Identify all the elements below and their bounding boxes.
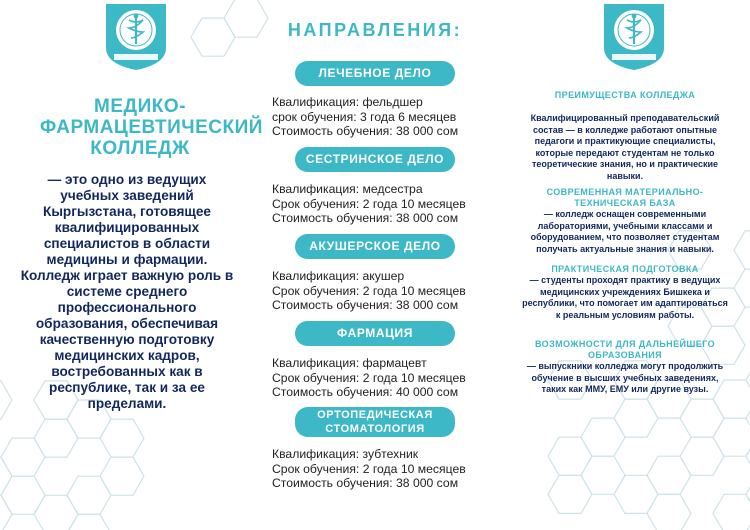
qualification-text: Квалификация: медсестра (272, 182, 423, 196)
cost-text: Стоимость обучения: 38 000 сом (272, 298, 459, 312)
duration-text: срок обучения: 3 года 6 месяцев (272, 109, 457, 124)
advantage-staff (520, 113, 730, 182)
advantage-text: — студенты проходят практику в ведущих медицинских учреждениях Бишкека и республики, что помогает им адаптироваться к реальным условиям работы. (522, 275, 728, 320)
cost-text: Стоимость обучения: 38 000 сом (272, 124, 459, 138)
advantage-title-line: ОБРАЗОВАНИЯ (587, 350, 663, 360)
advantage-title-line: ВОЗМОЖНОСТИ ДЛЯ ДАЛЬНЕЙШЕГО (535, 339, 715, 349)
duration-text: Срок обучения: 2 года 10 месяцев (272, 196, 466, 211)
college-title (40, 96, 263, 159)
advantage-title (520, 187, 730, 209)
advantages-heading-block (520, 90, 730, 101)
direction-info (272, 269, 492, 313)
direction-pill-orthopedic-dentistry (295, 407, 455, 437)
title-line: ФАРМАЦЕВТИЧЕСКИЙ (40, 117, 263, 138)
qualification-text: Квалификация: фельдшер (272, 95, 423, 109)
advantage-further-education (520, 339, 730, 396)
direction-name: ЛЕЧЕБНОЕ ДЕЛО (318, 66, 432, 80)
duration-text: Срок обучения: 2 года 10 месяцев (272, 283, 466, 298)
college-logo (598, 0, 670, 72)
direction-name: ФАРМАЦИЯ (337, 326, 413, 340)
advantage-text: Квалифицированный преподавательский состав — в колледже работают опытные педагоги и практикующие специалисты, которые передают студентам не только теоретические знания, но и практические навыки. (530, 113, 720, 181)
advantage-title (520, 264, 730, 275)
direction-name: ОРТОПЕДИЧЕСКАЯ (317, 409, 433, 421)
direction-name: СЕСТРИНСКОЕ ДЕЛО (305, 152, 445, 166)
advantages-panel (500, 0, 750, 530)
caduceus-emblem-icon (598, 0, 670, 72)
direction-name: СТОМАТОЛОГИЯ (325, 423, 425, 435)
direction-info (272, 95, 492, 139)
direction-pill-general-medicine (295, 61, 455, 86)
direction-pill-nursing (295, 147, 455, 172)
qualification-text: Квалификация: зубтехник (272, 447, 419, 461)
advantage-title (520, 339, 730, 361)
direction-info (272, 182, 492, 226)
title-line: КОЛЛЕДЖ (90, 138, 190, 159)
directions-heading: НАПРАВЛЕНИЯ: (287, 20, 463, 40)
direction-pill-pharmacy (295, 321, 455, 346)
advantage-title-line: ПРАКТИЧЕСКАЯ ПОДГОТОВКА (551, 264, 699, 274)
advantage-title-line: ТЕХНИЧЕСКАЯ БАЗА (574, 198, 676, 208)
advantage-text: — выпускники колледжа могут продолжить обучение в высших учебных заведениях, таких как ММУ, ЕМУ или другие вузы. (526, 361, 724, 394)
cost-text: Стоимость обучения: 38 000 сом (272, 211, 459, 225)
advantage-title-line: СОВРЕМЕННАЯ МАТЕРИАЛЬНО- (546, 187, 704, 197)
direction-name: АКУШЕРСКОЕ ДЕЛО (309, 239, 441, 253)
college-description: — это одно из ведущих учебных заведений Кыргызстана, готовящее квалифицированных специалистов в области медицины и фармации. Колледж играет важную роль в системе среднего профессионального образования, обеспечивая качественную подготовку медицинских кадров, востребованных как в республике, так и за ее пределами. (20, 172, 234, 411)
duration-text: Срок обучения: 2 года 10 месяцев (272, 461, 466, 476)
intro-panel (0, 0, 263, 530)
advantage-text: — колледж оснащен современными лабораториями, учебными классами и оборудованием, что позволяет студентам получать актуальные знания и навыки. (530, 209, 720, 254)
qualification-text: Квалификация: фармацевт (272, 356, 427, 370)
cost-text: Стоимость обучения: 40 000 сом (272, 385, 459, 399)
title-line: МЕДИКО- (94, 96, 186, 117)
advantages-heading: ПРЕИМУЩЕСТВА КОЛЛЕДЖА (554, 90, 696, 100)
advantage-practice (520, 264, 730, 321)
qualification-text: Квалификация: акушер (272, 269, 405, 283)
direction-info (272, 356, 492, 400)
direction-pill-midwifery (295, 234, 455, 259)
caduceus-emblem-icon (100, 0, 172, 72)
advantage-facilities (520, 187, 730, 255)
duration-text: Срок обучения: 2 года 10 месяцев (272, 370, 466, 385)
cost-text: Стоимость обучения: 38 000 сом (272, 476, 459, 490)
direction-info (272, 447, 492, 491)
college-logo (100, 0, 172, 72)
directions-panel (250, 0, 500, 530)
